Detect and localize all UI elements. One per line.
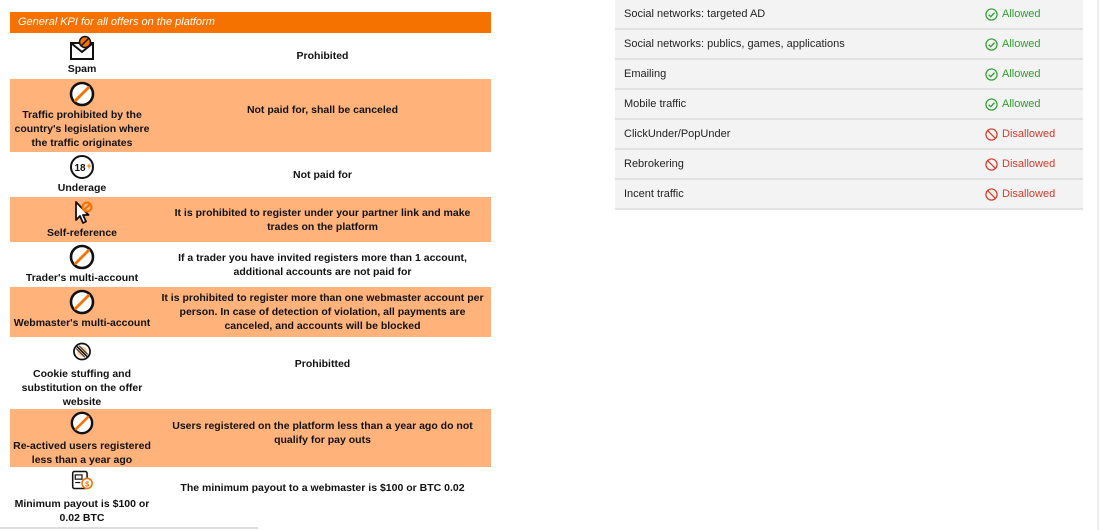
ban-circle-icon [985, 128, 998, 141]
kpi-rule [10, 152, 154, 197]
kpi-rule [10, 79, 154, 152]
kpi-rule-description: Prohibitted [294, 358, 351, 370]
kpi-rule-label: Cookie stuffing and substitution on the offer website [21, 368, 143, 408]
age-18-plus-icon [69, 154, 95, 180]
svg-text:+: + [86, 161, 92, 171]
traffic-source-name: Mobile traffic [624, 98, 687, 110]
traffic-row [615, 150, 1083, 180]
page-scroll-edge [1097, 0, 1099, 530]
check-circle-icon [985, 8, 998, 21]
traffic-status [985, 68, 1083, 81]
traffic-source-name: Social networks: publics, games, applications [624, 38, 845, 50]
kpi-rule-label: Webmaster's multi-account [13, 317, 151, 329]
traffic-status [985, 188, 1083, 201]
kpi-rule-description: Not paid for [293, 168, 352, 181]
traffic-source-name: Social networks: targeted AD [624, 8, 766, 20]
payout-wallet-icon [69, 469, 95, 491]
traffic-row [615, 90, 1083, 120]
divider [0, 527, 258, 529]
check-circle-icon [985, 38, 998, 51]
traffic-status [985, 128, 1083, 141]
kpi-row [10, 467, 491, 525]
traffic-row [615, 30, 1083, 60]
kpi-row [10, 79, 491, 152]
kpi-rule-description: It is prohibited to register more than one webmaster account per person. In case of detection of violation, all payments are canceled, and accounts will be blocked [161, 292, 484, 332]
kpi-rule-description: Prohibited [296, 50, 349, 62]
kpi-rule-description: The minimum payout to a webmaster is $100 or BTC 0.02 [180, 482, 465, 494]
kpi-rule-label: Minimum payout is $100 or 0.02 BTC [14, 498, 150, 524]
traffic-row [615, 60, 1083, 90]
traffic-source-name: Rebrokering [624, 158, 684, 170]
ban-circle-icon [985, 158, 998, 171]
kpi-rule [10, 409, 154, 467]
traffic-status [985, 8, 1083, 21]
kpi-rule-description: It is prohibited to register under your partner link and make trades on the platform [174, 206, 471, 233]
traffic-status-label: Disallowed [1002, 188, 1056, 200]
traffic-row [615, 0, 1083, 30]
kpi-row [10, 287, 491, 337]
ban-circle-icon [985, 188, 998, 201]
traffic-status-label: Allowed [1002, 98, 1041, 110]
traffic-source-name: Incent traffic [624, 188, 684, 200]
traffic-sources-table [615, 0, 1083, 210]
kpi-rule [10, 287, 154, 337]
kpi-rule-label: Underage [57, 182, 107, 194]
traffic-status-label: Allowed [1002, 8, 1041, 20]
kpi-row [10, 152, 491, 197]
kpi-rule [10, 242, 154, 287]
kpi-rule [10, 197, 154, 242]
kpi-row [10, 242, 491, 287]
traffic-status-label: Disallowed [1002, 128, 1056, 140]
traffic-source-name: ClickUnder/PopUnder [624, 128, 731, 140]
check-circle-icon [985, 68, 998, 81]
cursor-blocked-icon [69, 199, 95, 225]
kpi-table [10, 12, 491, 525]
traffic-row [615, 180, 1083, 210]
kpi-rule [10, 337, 154, 409]
traffic-source-name: Emailing [624, 68, 667, 80]
traffic-status-label: Allowed [1002, 38, 1041, 50]
prohibited-icon [69, 289, 95, 315]
spam-envelope-icon [69, 35, 95, 61]
traffic-status-label: Disallowed [1002, 158, 1056, 170]
kpi-rule-description: If a trader you have invited registers more than 1 account, additional accounts are not paid for [178, 251, 467, 278]
svg-text:$: $ [84, 479, 90, 489]
kpi-rule [10, 467, 154, 525]
cookie-blocked-icon [69, 342, 95, 361]
kpi-rule-label: Traffic prohibited by the country's legislation where the traffic originates [14, 109, 150, 149]
kpi-rule-description: Not paid for, shall be canceled [246, 104, 399, 116]
prohibited-icon [69, 411, 95, 435]
kpi-row [10, 197, 491, 242]
prohibited-icon [69, 244, 95, 270]
svg-text:18: 18 [74, 163, 86, 174]
kpi-rule-description: Users registered on the platform less than a year ago do not qualify for pay outs [172, 420, 473, 446]
prohibited-icon [69, 81, 95, 107]
kpi-rule-label: Re-actived users registered less than a year ago [13, 440, 151, 466]
traffic-status [985, 38, 1083, 51]
kpi-rule-label: Spam [67, 63, 97, 75]
kpi-rule-label: Self-reference [46, 227, 118, 239]
kpi-header: General KPI for all offers on the platform [10, 12, 491, 33]
kpi-row [10, 33, 491, 79]
kpi-row [10, 409, 491, 467]
traffic-status-label: Allowed [1002, 68, 1041, 80]
kpi-rule-label: Trader's multi-account [25, 272, 139, 284]
traffic-row [615, 120, 1083, 150]
kpi-row [10, 337, 491, 409]
kpi-rule [10, 33, 154, 79]
traffic-status [985, 98, 1083, 111]
check-circle-icon [985, 98, 998, 111]
traffic-status [985, 158, 1083, 171]
